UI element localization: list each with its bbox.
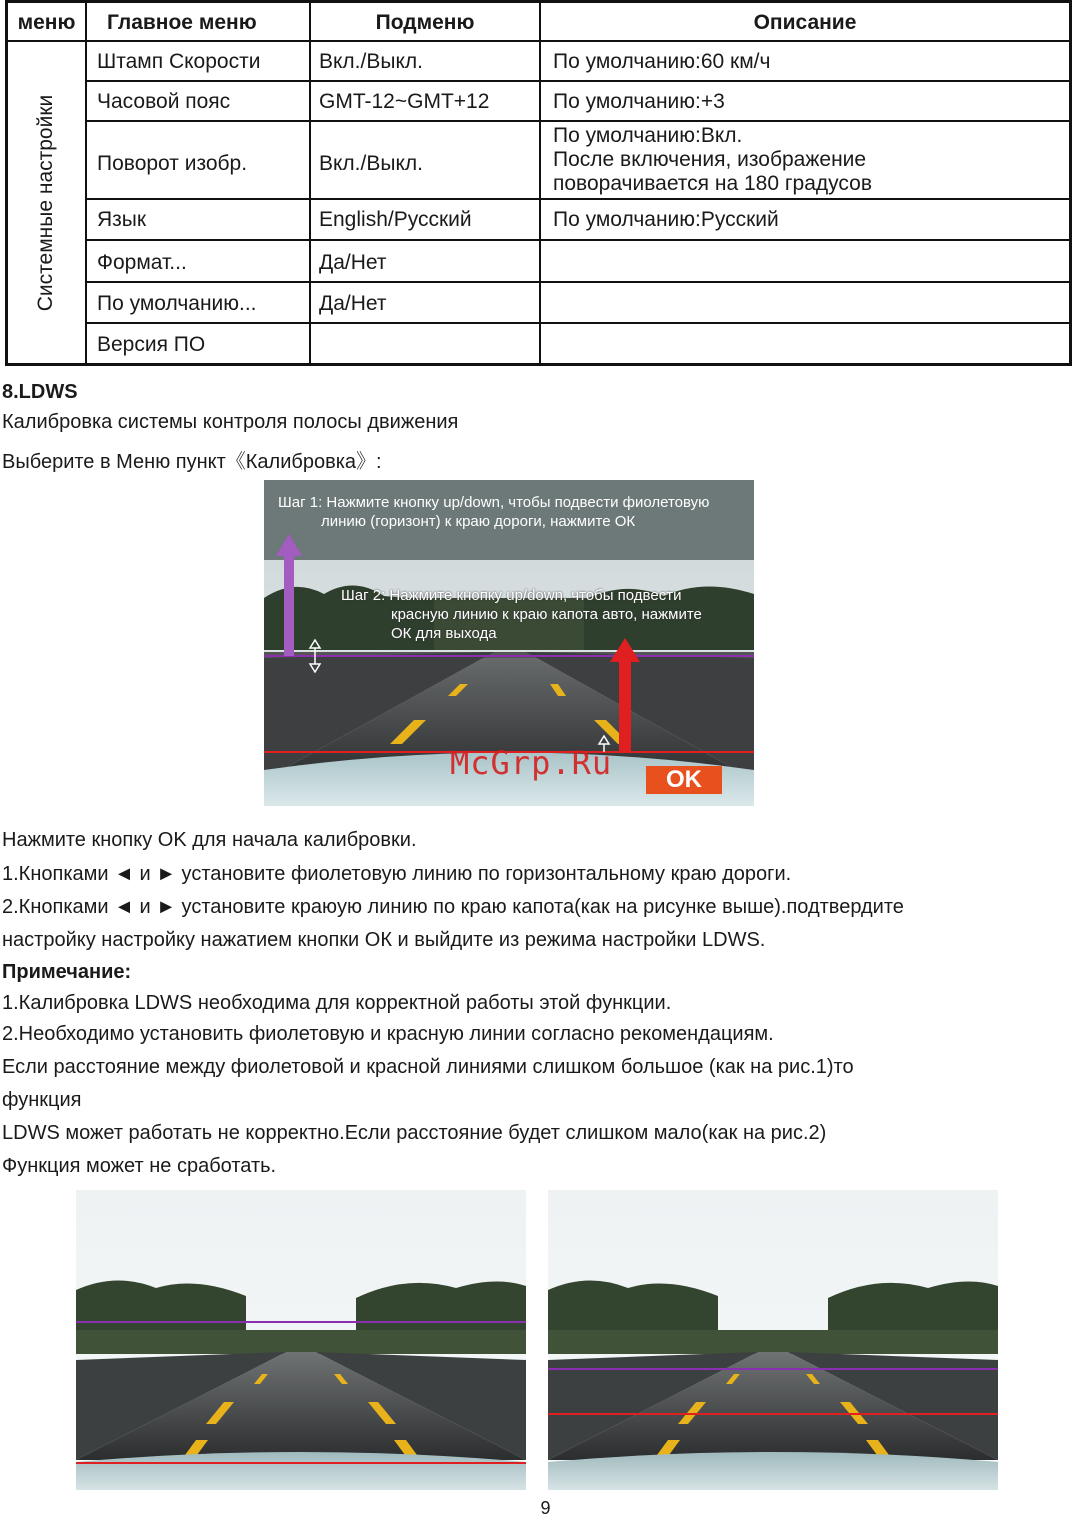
red-arrow <box>619 660 631 752</box>
step1-line: линию (горизонт) к краю дороги, нажмите ОК <box>321 513 636 530</box>
row-main: Версия ПО <box>97 333 206 356</box>
table-divider <box>85 239 1069 241</box>
row-desc: По умолчанию:Русский <box>553 208 779 231</box>
steps-intro: Нажмите кнопку OK для начала калибровки. <box>2 829 417 851</box>
header-description: Описание <box>753 11 857 34</box>
row-main: Часовой пояс <box>97 90 231 113</box>
note-line: Если расстояние между фиолетовой и красной линиями слишком большое (как на рис.1)то <box>2 1056 854 1078</box>
step2-line: ОК для выхода <box>391 625 497 642</box>
figure-1 <box>76 1190 526 1490</box>
row-desc: По умолчанию:+3 <box>553 90 725 113</box>
row-main: По умолчанию... <box>97 292 257 315</box>
note-heading: Примечание: <box>2 961 132 983</box>
steps-line-2: 2.Кнопками ◄ и ► установите краюую линию по краю капота(как на рисунке выше).подтвердите <box>2 896 904 918</box>
section-heading: 8.LDWS <box>2 381 78 403</box>
row-sub: Вкл./Выкл. <box>319 152 423 175</box>
header-submenu: Подменю <box>375 11 475 34</box>
section-instruction: Выберите в Меню пункт《Калибровка》: <box>2 451 382 473</box>
note-line: 1.Калибровка LDWS необходима для корректной работы этой функции. <box>2 992 672 1014</box>
step1-line: Шаг 1: Нажмите кнопку up/down, чтобы подвести фиолетовую <box>278 494 710 511</box>
step2-line: красную линию к краю капота авто, нажмите <box>391 606 702 623</box>
row-main: Язык <box>97 208 147 231</box>
table-divider <box>85 281 1069 283</box>
table-divider <box>85 3 87 363</box>
row-desc: поворачивается на 180 градусов <box>553 172 872 195</box>
table-divider <box>539 3 541 363</box>
table-divider <box>309 3 311 363</box>
table-divider <box>85 198 1069 200</box>
table-divider <box>85 120 1069 122</box>
ok-button[interactable]: OK <box>646 766 722 794</box>
note-line: Функция может не сработать. <box>2 1155 277 1177</box>
row-sub: Да/Нет <box>319 292 387 315</box>
steps-line-3: настройку настройку нажатием кнопки ОК и выйдите из режима настройки LDWS. <box>2 929 766 951</box>
note-line: функция <box>2 1089 82 1111</box>
row-desc: По умолчанию:60 км/ч <box>553 50 771 73</box>
note-line: LDWS может работать не корректно.Если расстояние будет слишком мало(как на рис.2) <box>2 1122 827 1144</box>
section-subtitle: Калибровка системы контроля полосы движения <box>2 411 459 433</box>
row-desc: После включения, изображение <box>553 148 867 171</box>
settings-table <box>5 0 1072 366</box>
watermark: McGrp.Ru <box>450 744 613 782</box>
calibration-screenshot <box>264 480 754 806</box>
step2-line: Шаг 2: Нажмите кнопку up/down, чтобы подвести <box>341 587 682 604</box>
note-line: 2.Необходимо установить фиолетовую и красную линии согласно рекомендациям. <box>2 1023 774 1045</box>
purple-arrow <box>284 554 294 656</box>
row-main: Штамп Скорости <box>97 50 261 73</box>
header-main-menu: Главное меню <box>107 11 257 34</box>
table-divider <box>85 80 1069 82</box>
group-label-cell <box>8 43 85 363</box>
figure-2-scene <box>548 1190 998 1490</box>
table-divider <box>85 322 1069 324</box>
steps-line-1: 1.Кнопками ◄ и ► установите фиолетовую линию по горизонтальному краю дороги. <box>2 863 792 885</box>
row-sub: GMT-12~GMT+12 <box>319 90 490 113</box>
header-menu: меню <box>17 11 76 34</box>
row-desc: По умолчанию:Вкл. <box>553 124 743 147</box>
row-main: Поворот изобр. <box>97 152 248 175</box>
row-sub: Вкл./Выкл. <box>319 50 423 73</box>
step2-text <box>341 586 702 643</box>
row-main: Формат... <box>97 251 187 274</box>
group-label: Системные настройки <box>34 94 57 312</box>
page-number: 9 <box>540 1498 551 1518</box>
figure-1-scene <box>76 1190 526 1490</box>
row-sub: Да/Нет <box>319 251 387 274</box>
step1-text <box>278 493 709 531</box>
row-sub: English/Русский <box>319 208 472 231</box>
figure-2 <box>548 1190 998 1490</box>
